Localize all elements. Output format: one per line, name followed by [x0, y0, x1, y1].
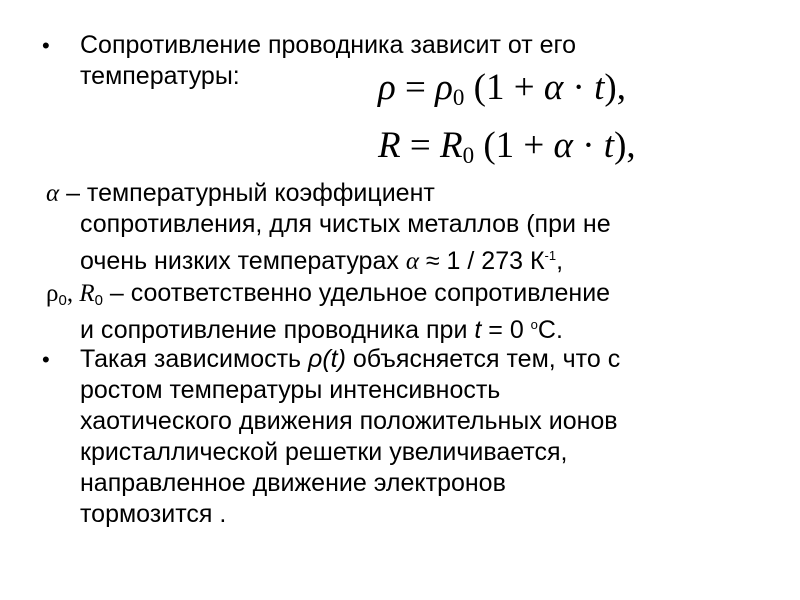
- bullet3-line4: кристаллической решетки увеличивается,: [80, 438, 568, 466]
- rho-symbol: ρ: [46, 280, 59, 307]
- formula-r-alpha: α: [553, 125, 573, 166]
- bullet3-line5: направленное движение электронов: [80, 469, 506, 497]
- formula-r: [378, 124, 636, 178]
- formula-rho-lhs: ρ: [378, 67, 396, 108]
- bullet3-post: объясняется тем, что с: [345, 345, 621, 373]
- alpha-def-line1: [46, 178, 435, 209]
- formula-r-end: ),: [614, 125, 636, 166]
- formula-r-sub: 0: [462, 143, 475, 168]
- alpha-def-line2: сопротивления, для чистых металлов (при не: [80, 210, 611, 238]
- formula-r-dot: ·: [572, 125, 604, 166]
- formula-rho: [378, 66, 626, 120]
- alpha-unit-exponent: -1: [544, 248, 557, 263]
- formula-r-t: t: [603, 125, 615, 166]
- bullet-marker: •: [42, 347, 50, 372]
- bullet3-line1: [80, 344, 620, 375]
- alpha-value: ≈ 1 / 273 К: [418, 247, 545, 275]
- alpha-symbol: α: [46, 180, 60, 207]
- rho-t-symbol: ρ(t): [308, 345, 346, 373]
- formula-r-lhs: R: [378, 125, 401, 166]
- rho-subscript: 0: [58, 292, 67, 309]
- rho-def-value: = 0: [481, 316, 531, 344]
- rho-def-unit: С.: [537, 316, 563, 344]
- bullet1-line1: Сопротивление проводника зависит от его: [80, 31, 576, 59]
- rho-def-line2: [80, 309, 563, 346]
- bullet3-line2: ростом температуры интенсивность: [80, 376, 501, 404]
- formula-rho-t: t: [594, 67, 605, 108]
- bullet3-line3: хаотического движения положительных ионов: [80, 407, 618, 435]
- rho-def-text2: и сопротивление проводника при: [80, 316, 475, 344]
- rho-sep: ,: [66, 280, 80, 307]
- bullet3-line6: тормозится .: [80, 500, 227, 528]
- formula-rho-dot: ·: [563, 67, 595, 108]
- formula-r-paren: (1 +: [474, 125, 554, 166]
- r-subscript: 0: [94, 292, 103, 309]
- bullet-marker: •: [42, 33, 50, 58]
- alpha-def-text1: – температурный коэффициент: [59, 179, 435, 207]
- t-symbol: t: [474, 316, 482, 344]
- bullet1-line2: температуры:: [80, 62, 240, 90]
- formula-r-base: R: [439, 125, 463, 166]
- formula-rho-sub: 0: [452, 85, 465, 110]
- alpha-def-line3: [80, 240, 563, 277]
- formula-rho-eq: =: [395, 67, 436, 108]
- alpha-def-end: ,: [556, 247, 564, 275]
- formula-r-eq: =: [400, 125, 440, 166]
- formula-rho-alpha: α: [543, 67, 564, 108]
- alpha-symbol-inline: α: [405, 248, 419, 275]
- formula-rho-end: ),: [604, 67, 626, 108]
- formula-rho-base: ρ: [435, 67, 453, 108]
- rho-def-text1: – соответственно удельное сопротивление: [102, 279, 611, 307]
- alpha-def-text3: очень низких температурах: [80, 247, 406, 275]
- r-symbol: R: [79, 280, 95, 307]
- bullet3-pre: Такая зависимость: [80, 345, 309, 373]
- formula-rho-paren: (1 +: [464, 67, 544, 108]
- degree-symbol: о: [530, 317, 538, 332]
